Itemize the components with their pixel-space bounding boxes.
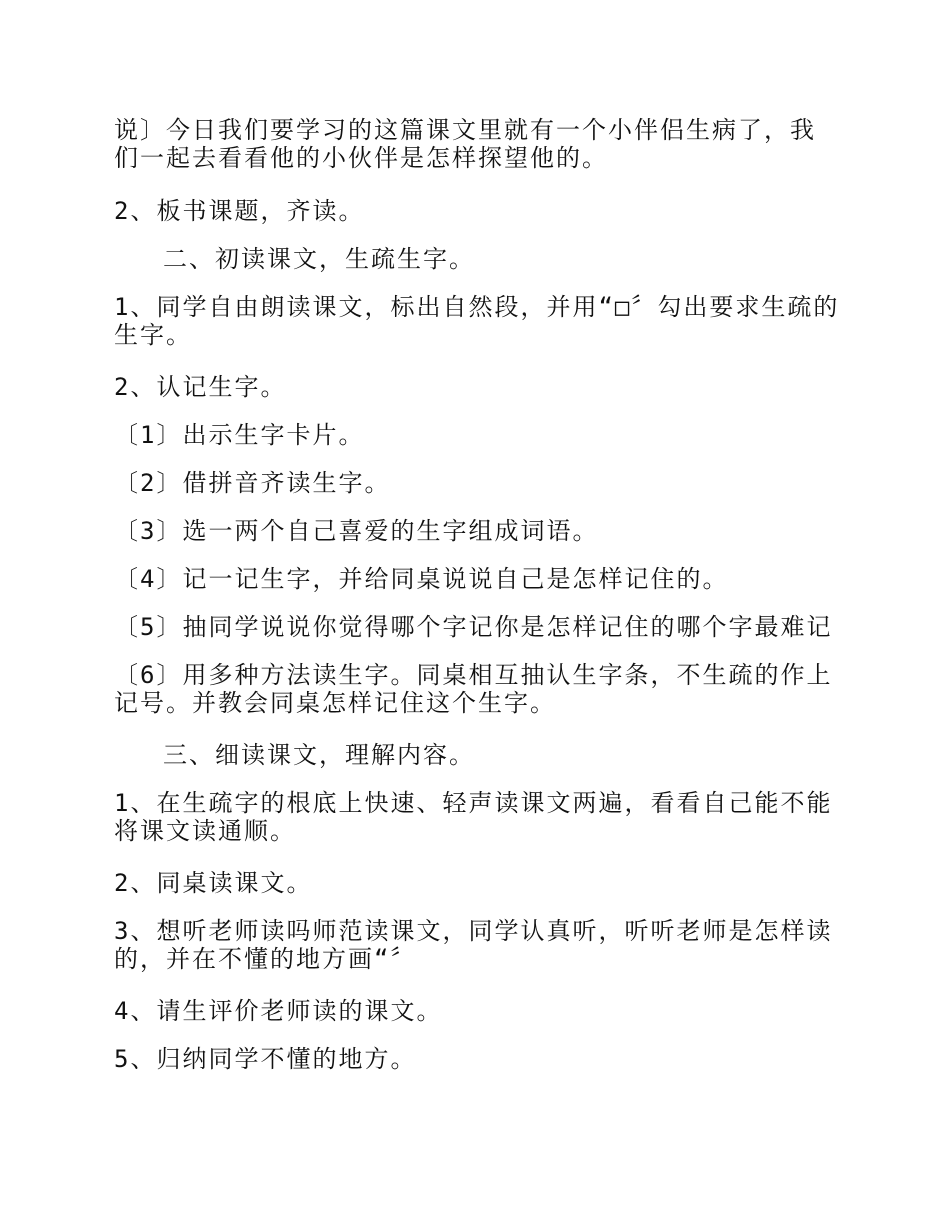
paragraph-recognize-characters: 2、认记生字。 xyxy=(114,373,287,401)
paragraph-summarize: 5、归纳同学不懂的地方。 xyxy=(114,1045,417,1073)
paragraph-step-2-title: 2、板书课题，齐读。 xyxy=(114,197,365,225)
list-item-2: 〔2〕借拼音齐读生字。 xyxy=(114,469,391,497)
paragraph-read-freely: 1、同学自由朗读课文，标出自然段，并用“□〞勾出要求生疏的生字。 xyxy=(114,293,840,349)
list-item-1: 〔1〕出示生字卡片。 xyxy=(114,421,365,449)
section-heading-3: 三、细读课文，理解内容。 xyxy=(163,741,475,769)
section-heading-2: 二、初读课文，生疏生字。 xyxy=(163,245,475,273)
paragraph-intro-continuation: 说〕今日我们要学习的这篇课文里就有一个小伴侣生病了，我们一起去看看他的小伙伴是怎样探望他的。 xyxy=(114,116,816,172)
paragraph-evaluate: 4、请生评价老师读的课文。 xyxy=(114,997,443,1025)
paragraph-teacher-read: 3、想听老师读吗师范读课文，同学认真听，听听老师是怎样读的，并在不懂的地方画“〞 xyxy=(114,917,833,973)
paragraph-deskmate-read: 2、同桌读课文。 xyxy=(114,869,313,897)
list-item-3: 〔3〕选一两个自己喜爱的生字组成词语。 xyxy=(114,517,599,545)
paragraph-quick-read: 1、在生疏字的根底上快速、轻声读课文两遍，看看自己能不能将课文读通顺。 xyxy=(114,789,833,845)
list-item-6: 〔6〕用多种方法读生字。同桌相互抽认生字条，不生疏的作上记号。并教会同桌怎样记住这个生字。 xyxy=(114,661,833,717)
list-item-5: 〔5〕抽同学说说你觉得哪个字记你是怎样记住的哪个字最难记 xyxy=(114,613,833,641)
list-item-4: 〔4〕记一记生字，并给同桌说说自己是怎样记住的。 xyxy=(114,565,729,593)
